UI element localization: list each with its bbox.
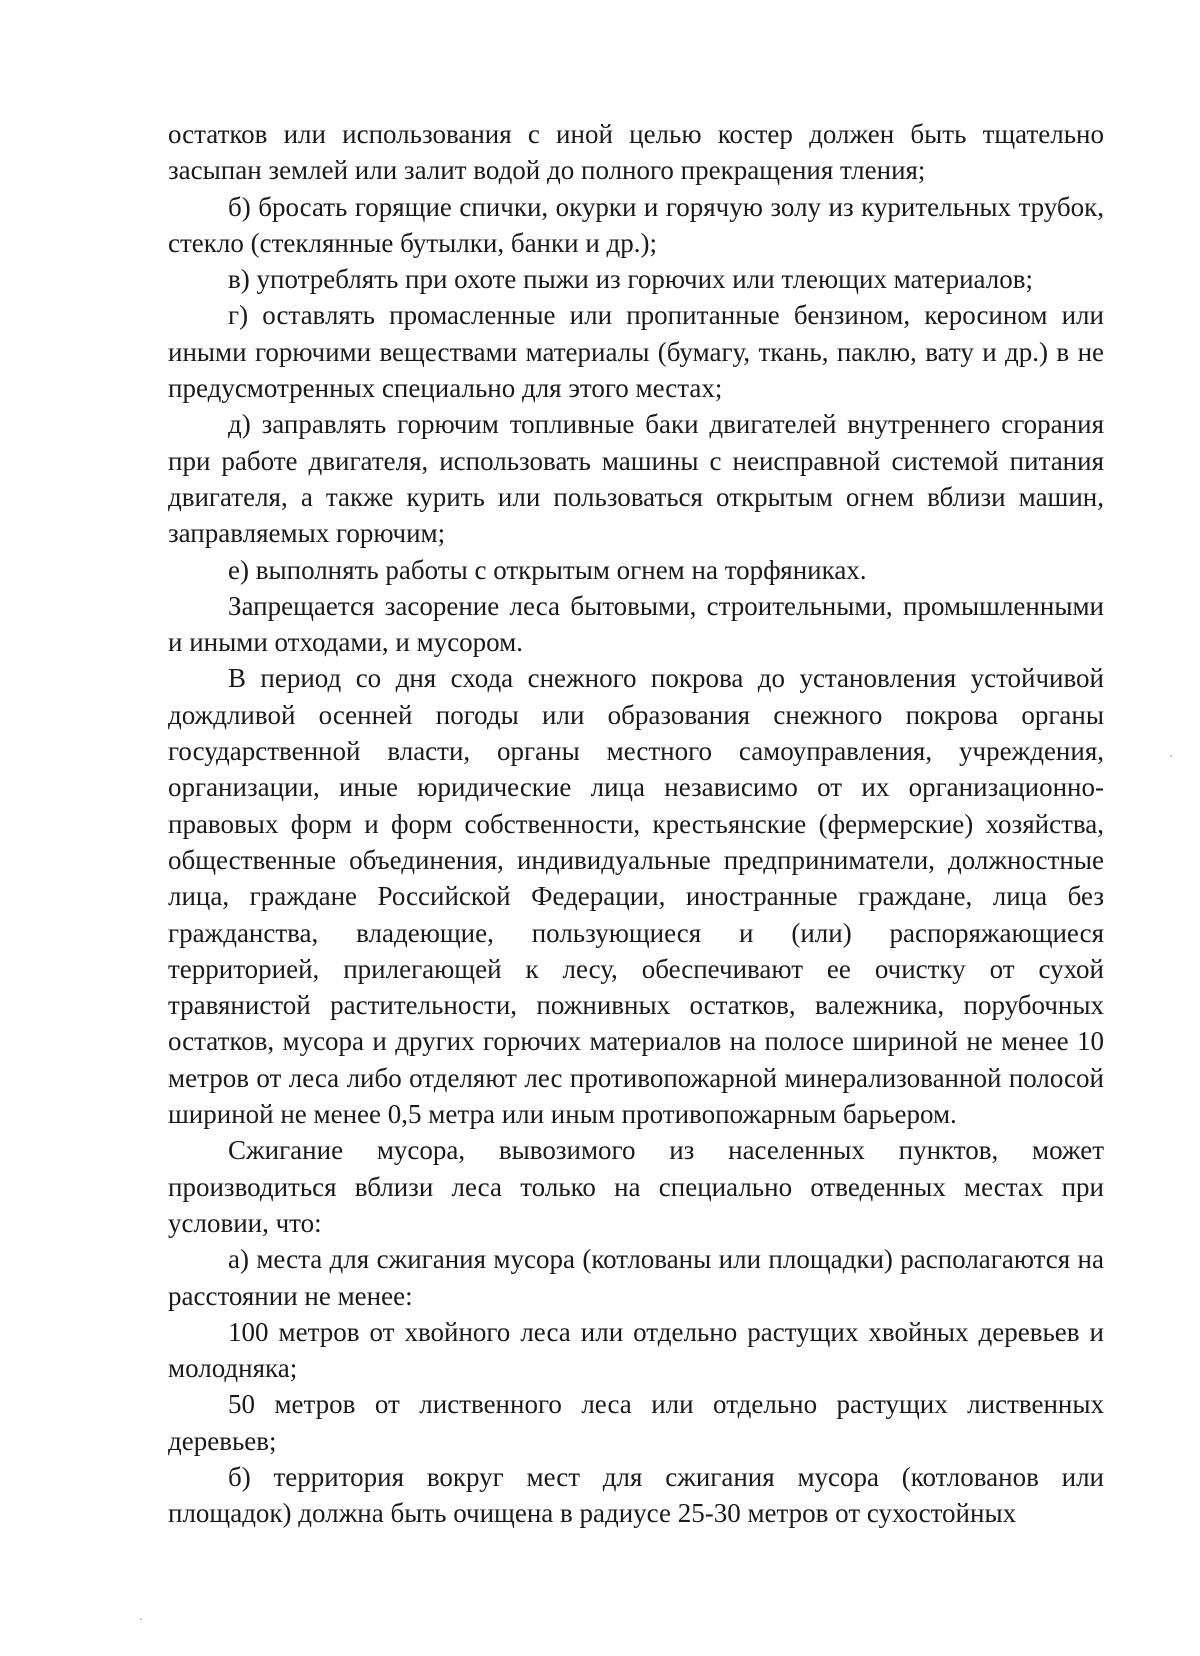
document-body (168, 116, 1104, 1532)
paragraph-13: б) территория вокруг мест для сжигания мусора (котлованов или площадок) должна быть очищена в радиусе 25-30 метров от сухостойных (168, 1461, 1104, 1529)
scan-speck (140, 1618, 142, 1620)
paragraph-1: остатков или использования с иной целью костер должен быть тщательно засыпан землей или залит водой до полного прекращения тления; (168, 119, 1104, 186)
paragraph-7: Запрещается засорение леса бытовыми, строительными, промышленными и иными отходами, и мусором. (168, 590, 1104, 658)
paragraph-6: е) выполнять работы с открытым огнем на торфяниках. (228, 554, 867, 585)
paragraph-4: г) оставлять промасленные или пропитанные бензином, керосином или иными горючими веществами материалы (бумагу, ткань, паклю, вату и др.) в не предусмотренных специально для этого местах; (168, 300, 1104, 404)
paragraph-3: в) употреблять при охоте пыжи из горючих или тлеющих материалов; (228, 264, 1034, 295)
paragraph-12: 50 метров от лиственного леса или отдельно растущих лиственных деревьев; (168, 1389, 1104, 1456)
paragraph-11: 100 метров от хвойного леса или отдельно растущих хвойных деревьев и молодняка; (168, 1316, 1104, 1384)
paragraph-2: б) бросать горящие спички, окурки и горячую золу из курительных трубок, стекло (стеклянные бутылки, банки и др.); (168, 191, 1104, 258)
paragraph-10: а) места для сжигания мусора (котлованы или площадки) располагаются на расстоянии не менее: (168, 1244, 1104, 1311)
paragraph-8: В период со дня схода снежного покрова до установления устойчивой дождливой осенней погоды или образования снежного покрова органы государственной власти, органы местного самоуправления, учреждения, организации, иные юридические лица независимо от их организационно-правовых форм и форм собственности, крестьянские (фермерские) хозяйства, общественные объединения, индивидуальные предприниматели, должностные лица, граждане Российской Федерации, иностранные граждане, лица без гражданства, владеющие, пользующиеся и (или) распоряжающиеся территорией, прилегающей к лесу, обеспечивают ее очистку от сухой травянистой растительности, пожнивных остатков, валежника, порубочных остатков, мусора и других горючих материалов на полосе шириной не менее 10 метров от леса либо отделяют лес противопожарной минерализованной полосой шириной не менее 0,5 метра или иным противопожарным барьером. (168, 663, 1104, 1130)
paragraph-5: д) заправлять горючим топливные баки двигателей внутреннего сгорания при работе двигателя, использовать машины с неисправной системой питания двигателя, а также курить или пользоваться открытым огнем вблизи машин, заправляемых горючим; (168, 409, 1104, 549)
paragraph-9: Сжигание мусора, вывозимого из населенных пунктов, может производиться вблизи леса только на специально отведенных местах при условии, что: (168, 1135, 1104, 1238)
scan-speck (1170, 755, 1172, 757)
